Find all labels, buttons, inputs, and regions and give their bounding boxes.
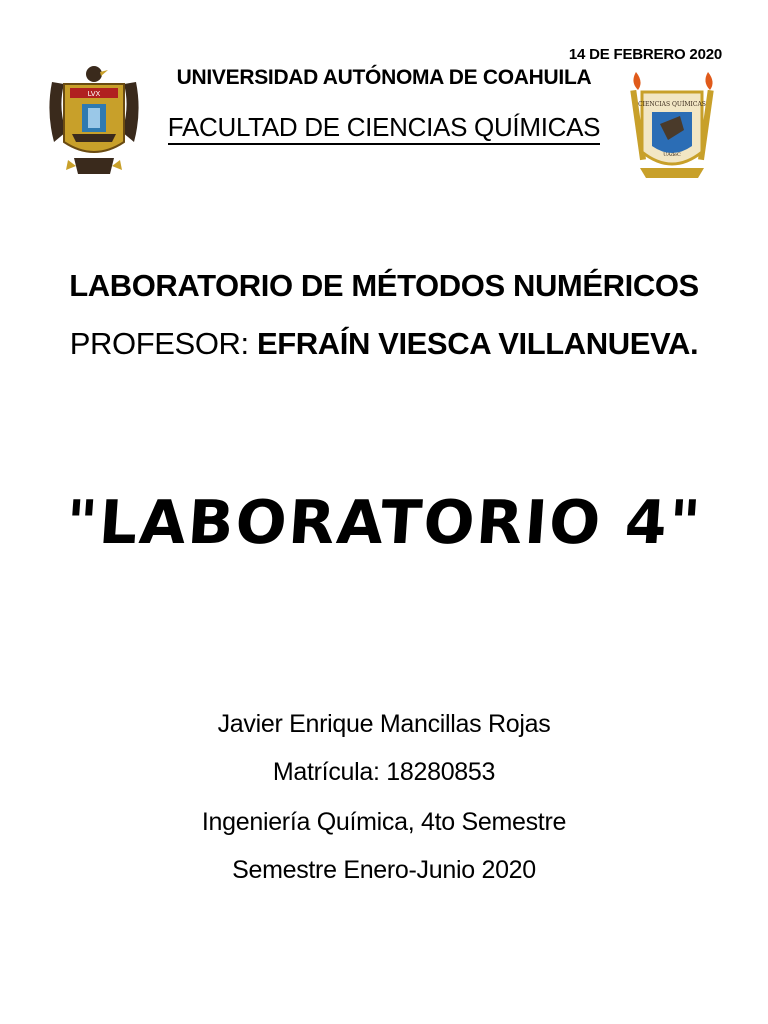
student-semester: Semestre Enero-Junio 2020 bbox=[232, 856, 536, 884]
document-date: 14 DE FEBRERO 2020 bbox=[568, 46, 722, 63]
svg-text:CIENCIAS QUÍMICAS: CIENCIAS QUÍMICAS bbox=[638, 101, 706, 108]
professor-label: PROFESOR: bbox=[69, 326, 249, 361]
faculty-shield-logo bbox=[622, 64, 722, 188]
svg-text:LVX: LVX bbox=[87, 90, 101, 98]
lab-course-title: LABORATORIO DE MÉTODOS NUMÉRICOS bbox=[69, 268, 699, 303]
faculty-name-text: FACULTAD DE CIENCIAS QUÍMICAS bbox=[168, 112, 600, 145]
student-matricula: Matrícula: 18280853 bbox=[272, 758, 496, 786]
professor-name: EFRAÍN VIESCA VILLANUEVA. bbox=[256, 326, 699, 361]
university-name: UNIVERSIDAD AUTÓNOMA DE COAHUILA bbox=[176, 66, 592, 89]
student-name: Javier Enrique Mancillas Rojas bbox=[217, 710, 551, 738]
professor-line bbox=[0, 326, 768, 362]
student-career: Ingeniería Química, 4to Semestre bbox=[201, 808, 567, 836]
report-title: "LABORATORIO 4" bbox=[63, 488, 705, 558]
svg-text:UAdeC: UAdeC bbox=[663, 152, 681, 158]
